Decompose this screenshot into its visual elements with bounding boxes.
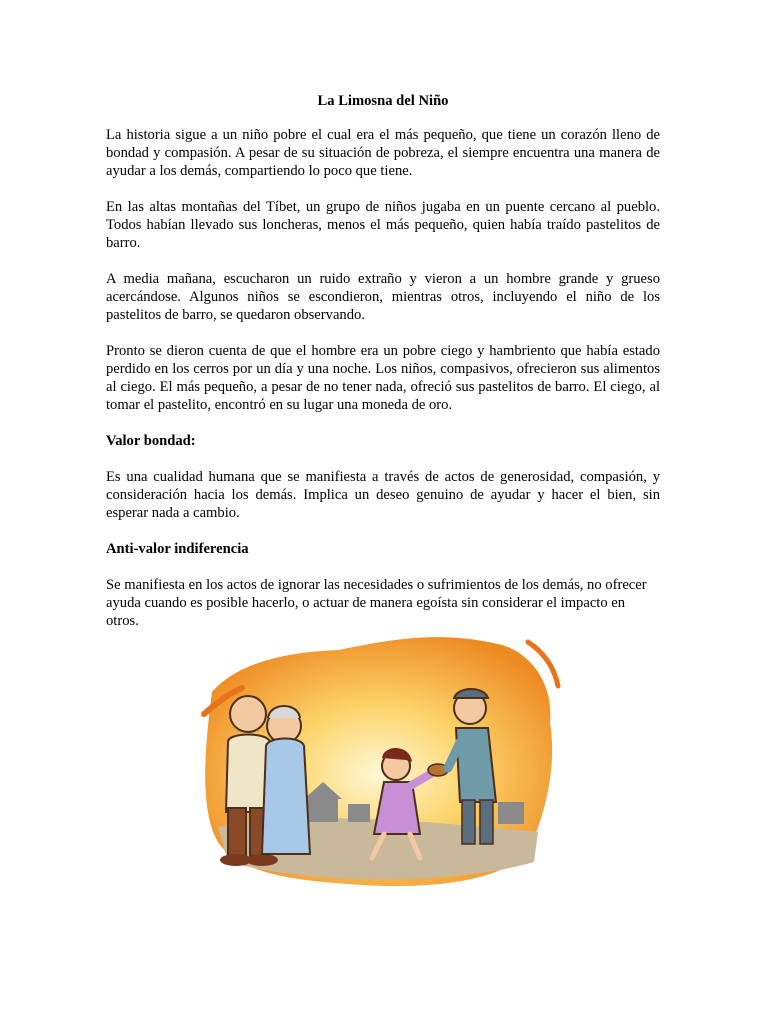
paragraph-blind-man: Pronto se dieron cuenta de que el hombre era un pobre ciego y hambriento que había estado perdido en los cerros por un día y una noche. Los niños, compasivos, ofrecieron sus alimentos al ciego. El más pequeño, a pesar de no tener nada, ofreció sus pastelitos de barro. El ciego, al tomar el pastelito, encontró en su lugar una moneda de oro.: [106, 343, 660, 413]
paragraph-intro: La historia sigue a un niño pobre el cual era el más pequeño, que tiene un corazón lleno de bondad y compasión. A pesar de su situación de pobreza, el siempre encuentra una manera de ayudar a los demás, compartiendo lo poco que tiene.: [106, 127, 660, 179]
heading-antivalor: Anti-valor indiferencia: [106, 541, 249, 557]
document-page: [106, 92, 660, 648]
paragraph-stranger: A media mañana, escucharon un ruido extraño y vieron a un hombre grande y grueso acercándose. Algunos niños se escondieron, mientras otros, incluyendo el niño de los pastelitos de barro, se quedaron observando.: [106, 271, 660, 323]
heading-valor: Valor bondad:: [106, 433, 196, 449]
paragraph-tibet: En las altas montañas del Tíbet, un grupo de niños jugaba en un puente cercano al pueblo. Todos habían llevado sus loncheras, menos el más pequeño, quien había traído pastelitos de barro.: [106, 199, 660, 251]
page-title: La Limosna del Niño: [317, 93, 449, 109]
paragraph-valor: Es una cualidad humana que se manifiesta a través de actos de generosidad, compasión, y consideración hacia los demás. Implica un deseo genuino de ayudar y hacer el bien, sin esperar nada a cambio.: [106, 469, 660, 521]
story-illustration: [198, 622, 562, 892]
paragraph-antivalor: Se manifiesta en los actos de ignorar las necesidades o sufrimientos de los demás, no ofrecer ayuda cuando es posible hacerlo, o actuar de manera egoísta sin considerar el impacto en otros.: [106, 577, 647, 629]
